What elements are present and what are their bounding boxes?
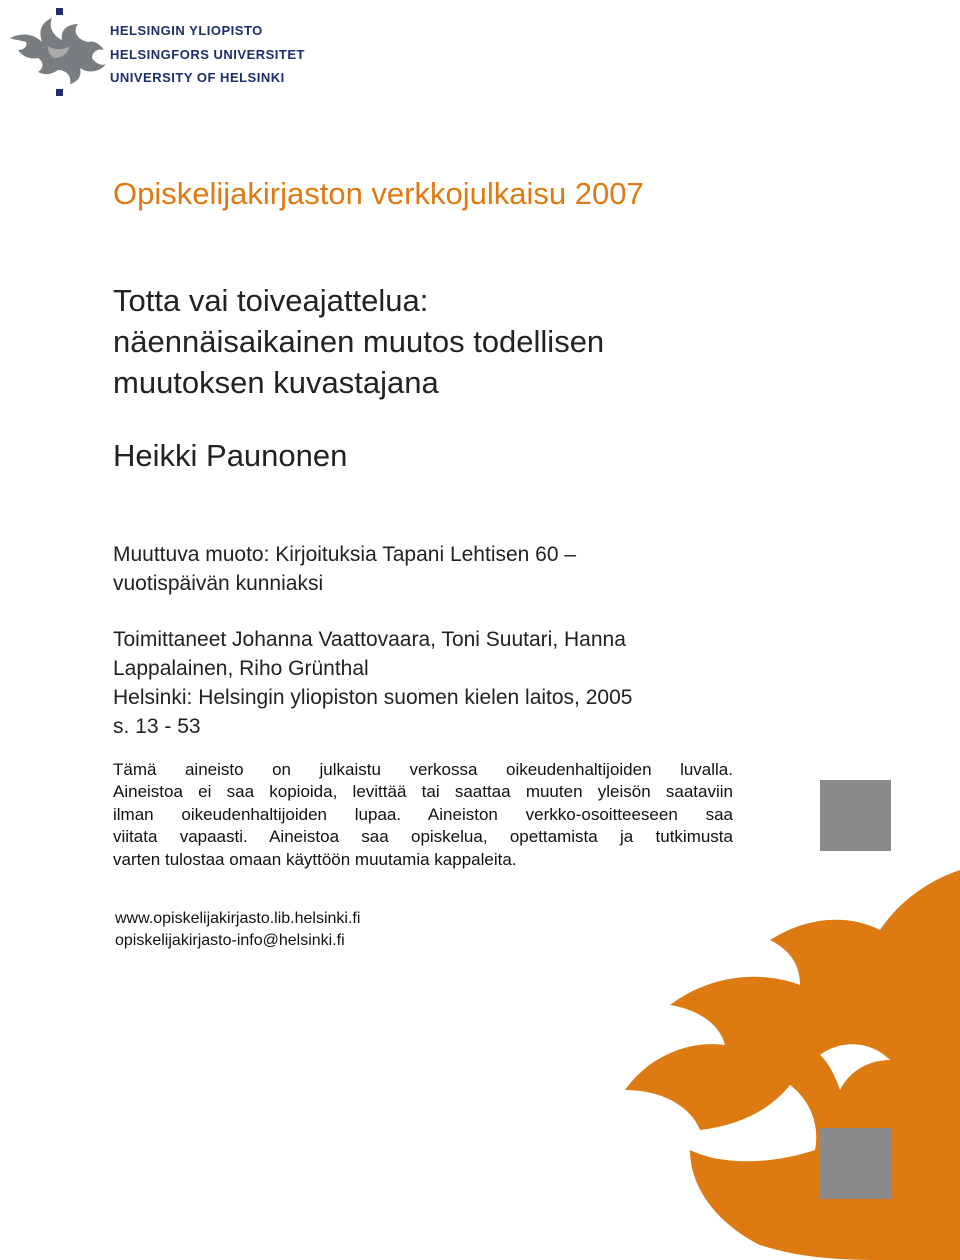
title-line: näennäisaikainen muutos todellisen bbox=[113, 324, 605, 359]
logo-line-english: UNIVERSITY OF HELSINKI bbox=[110, 70, 285, 85]
logo-text bbox=[110, 19, 305, 90]
email-link[interactable]: opiskelijakirjasto-info@helsinki.fi bbox=[115, 932, 345, 949]
gray-square-bottom bbox=[820, 1128, 891, 1199]
notice-line: varten tulostaa omaan käyttöön muutamia kappaleita. bbox=[113, 849, 517, 869]
notice-line: Aineistoa ei saa kopioida, levittää tai saattaa muuten yleisön saataviin bbox=[113, 782, 733, 802]
source-line: Muuttuva muoto: Kirjoituksia Tapani Lehtisen 60 – bbox=[113, 543, 577, 566]
gray-square-top bbox=[820, 780, 891, 851]
source-line: vuotispäivän kunniaksi bbox=[113, 572, 324, 595]
series-title: Opiskelijakirjaston verkkojulkaisu 2007 bbox=[113, 176, 644, 211]
logo-line-swedish: HELSINGFORS UNIVERSITET bbox=[110, 46, 305, 62]
title-line: muutoksen kuvastajana bbox=[113, 365, 439, 400]
contact-info bbox=[115, 908, 360, 952]
title-line: Totta vai toiveajattelua: bbox=[113, 283, 429, 318]
editors-line: Helsinki: Helsingin yliopiston suomen kielen laitos, 2005 bbox=[113, 686, 633, 709]
flame-shape bbox=[625, 870, 960, 1260]
flame-logo-icon bbox=[8, 6, 108, 100]
university-logo bbox=[8, 6, 308, 100]
article-title bbox=[113, 280, 733, 403]
copyright-notice bbox=[113, 759, 733, 871]
logo-line-finnish: HELSINGIN YLIOPISTO bbox=[110, 23, 263, 38]
source-publication bbox=[113, 540, 733, 598]
notice-line: Tämä aineisto on julkaistu verkossa oikeudenhaltijoiden luvalla. bbox=[113, 760, 733, 779]
author-name: Heikki Paunonen bbox=[113, 438, 348, 473]
notice-line: ilman oikeudenhaltijoiden lupaa. Aineiston verkko-osoitteeseen saa bbox=[113, 804, 733, 824]
editors-line: s. 13 - 53 bbox=[113, 715, 201, 738]
flame-notch bbox=[820, 1044, 890, 1090]
editors-line: Lappalainen, Riho Grünthal bbox=[113, 657, 369, 680]
editors-publisher bbox=[113, 625, 733, 741]
notice-line: viitata vapaasti. Aineistoa saa opiskelua, opettamista ja tutkimusta bbox=[113, 827, 733, 847]
editors-line: Toimittaneet Johanna Vaattovaara, Toni Suutari, Hanna bbox=[113, 628, 626, 651]
website-link[interactable]: www.opiskelijakirjasto.lib.helsinki.fi bbox=[115, 910, 361, 927]
